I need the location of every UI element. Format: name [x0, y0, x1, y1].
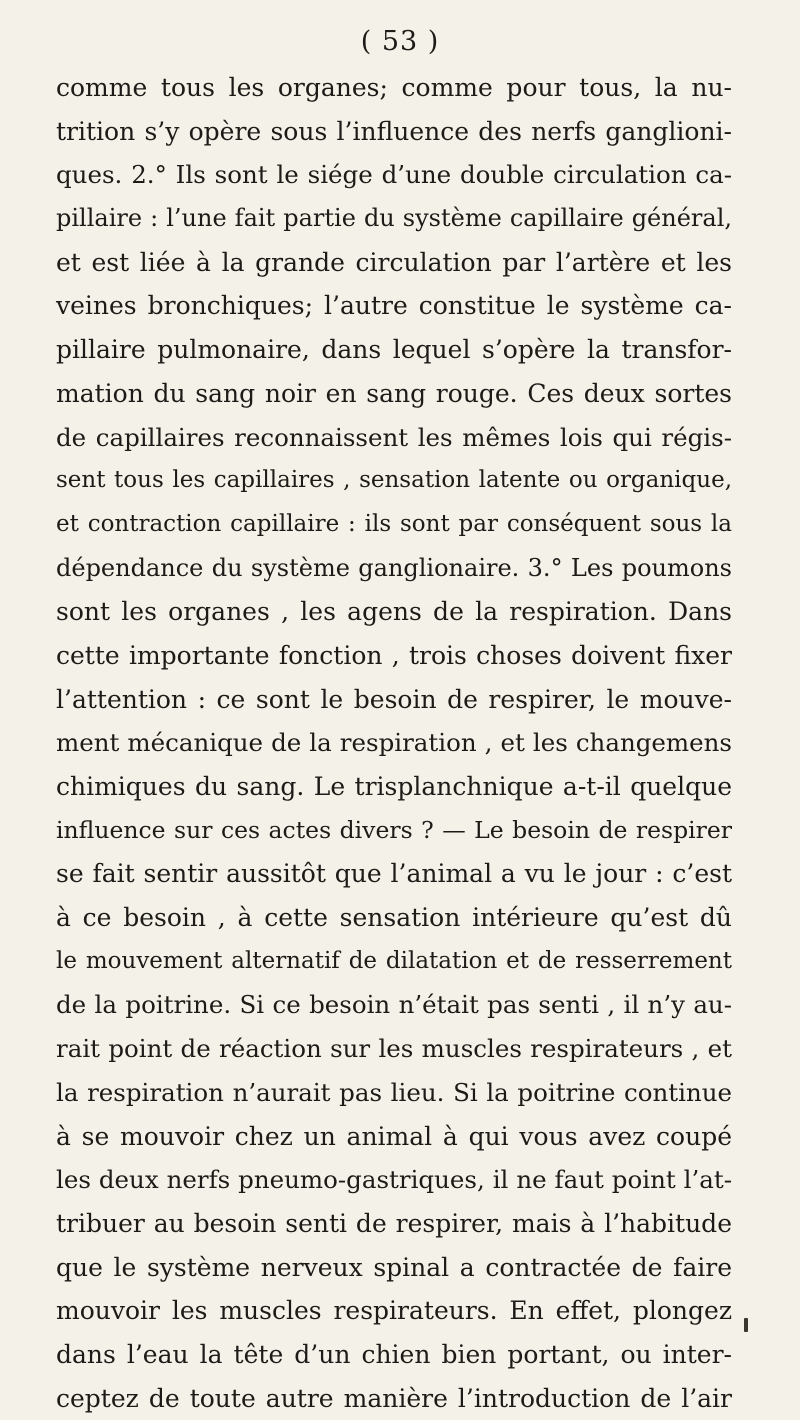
text-line: et est liée à la grande circulation par l’artère et les — [56, 247, 732, 277]
page-number: ( 53 ) — [360, 26, 440, 57]
text-line: cette importante fonction , trois choses doivent fixer — [56, 640, 732, 670]
text-line: pillaire pulmonaire, dans lequel s’opère la transfor- — [56, 335, 732, 365]
text-line: veines bronchiques; l’autre constitue le système ca- — [56, 291, 732, 321]
text-line: ceptez de toute autre manière l’introduction de l’air — [56, 1383, 732, 1413]
text-line: ques. 2.° Ils sont le siége d’une double circulation ca- — [56, 160, 732, 190]
text-line: sent tous les capillaires , sensation latente ou organique, — [56, 467, 732, 494]
body-text — [56, 66, 732, 1420]
text-line: dans l’eau la tête d’un chien bien portant, ou inter- — [56, 1339, 732, 1369]
text-line: comme tous les organes; comme pour tous, la nu- — [56, 73, 732, 102]
text-line: la respiration n’aurait pas lieu. Si la poitrine continue — [56, 1077, 732, 1107]
text-line: l’attention : ce sont le besoin de respirer, le mouve- — [56, 684, 732, 714]
text-line: de capillaires reconnaissent les mêmes lois qui régis- — [56, 422, 732, 452]
text-line: dépendance du système ganglionaire. 3.° Les poumons — [56, 553, 732, 582]
text-line: ment mécanique de la respiration , et les changemens — [56, 728, 732, 758]
text-line: et contraction capillaire : ils sont par conséquent sous la — [56, 510, 732, 537]
text-line: tribuer au besoin senti de respirer, mais à l’habitude — [56, 1208, 732, 1238]
text-line: pillaire : l’une fait partie du système capillaire général, — [56, 204, 732, 233]
text-line: mation du sang noir en sang rouge. Ces deux sortes — [56, 378, 732, 408]
text-line: chimiques du sang. Le trisplanchnique a-t-il quelque — [56, 772, 732, 801]
text-line: les deux nerfs pneumo-gastriques, il ne faut point l’at- — [56, 1165, 732, 1195]
text-line: de la poitrine. Si ce besoin n’était pas senti , il n’y au- — [56, 990, 732, 1020]
text-line: que le système nerveux spinal a contractée de faire — [56, 1252, 732, 1282]
text-line: le mouvement alternatif de dilatation et de resserrement — [56, 947, 732, 974]
text-line: à se mouvoir chez un animal à qui vous avez coupé — [56, 1121, 732, 1151]
text-line: influence sur ces actes divers ? — Le besoin de respirer — [56, 815, 732, 844]
text-line: rait point de réaction sur les muscles respirateurs , et — [56, 1034, 732, 1064]
text-line: trition s’y opère sous l’influence des nerfs ganglioni- — [56, 116, 732, 146]
text-line: sont les organes , les agens de la respiration. Dans — [56, 597, 732, 627]
text-line: se fait sentir aussitôt que l’animal a vu le jour : c’est — [56, 859, 732, 889]
ink-speck — [744, 1318, 748, 1332]
text-line: mouvoir les muscles respirateurs. En effet, plongez — [56, 1296, 732, 1326]
text-line: à ce besoin , à cette sensation intérieure qu’est dû — [56, 903, 732, 933]
